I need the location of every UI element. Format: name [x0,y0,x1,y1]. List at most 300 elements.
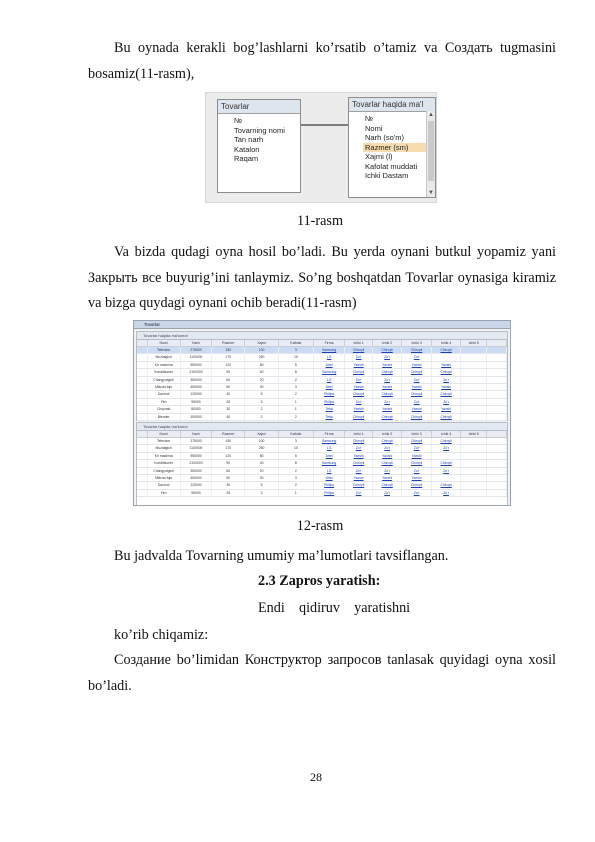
column-header[interactable] [137,340,148,346]
table-cell: 170 [212,354,245,360]
table-cell: LG [314,354,345,360]
table-cell: 80000 [181,406,212,412]
table-cell [461,377,487,383]
column-header[interactable] [487,431,507,437]
table-cell: 120000 [181,482,212,488]
table-cell [137,453,148,459]
column-header-row [137,431,507,438]
table-cell: Chiroyli [402,347,431,353]
table-cell: Samsung [314,347,345,353]
table-cell: 30 [212,406,245,412]
table-cell [137,475,148,481]
page-number: 28 [310,770,322,784]
table-cell: Chiroyli [432,369,461,375]
table-cell: Yaxshi [345,406,373,412]
table-cell: Zo'r [432,490,461,496]
table-cell [461,453,487,459]
table-cell: 2100000 [181,460,212,466]
scroll-down-icon[interactable]: ▼ [428,190,434,196]
table-cell: Yaxshi [432,406,461,412]
table-row[interactable] [137,406,507,413]
field-item[interactable]: Tovarning nomi [234,125,285,135]
column-header-row [137,340,507,347]
tovarlar-haqida-table-box[interactable] [348,97,436,198]
table-cell: Muzlatgich [148,445,181,451]
table-cell: 20 [245,377,278,383]
table-cell: Chiroyli [373,369,402,375]
column-header[interactable] [487,340,507,346]
table-cell: Chiroyli [402,369,431,375]
table-cell: Changyutgich [148,377,181,383]
table-cell: Muzlatgich [148,354,181,360]
table-row[interactable] [137,362,507,369]
table-cell: Zo'r [373,445,402,451]
table-cell: 2 [279,468,314,474]
line-endi: Endi qidiruv yaratishni [258,600,411,616]
table-cell: 3 [279,438,314,444]
table-cell: 950000 [181,453,212,459]
table-cell [487,362,507,368]
table-cell: Chiroyli [402,438,431,444]
table-cell: Zo'r [402,377,431,383]
table-cell: Chiroyli [373,460,402,466]
field-item[interactable]: Kafolat muddati [365,161,418,171]
table-cell [461,482,487,488]
column-header[interactable]: Nomi [148,431,181,437]
field-item[interactable]: Raqam [234,154,259,163]
column-header[interactable]: Ichki 2 [373,431,402,437]
table-cell: Zo'r [345,468,373,474]
column-header[interactable]: Nomi [148,340,181,346]
table-body [137,438,507,497]
table-cell: Zo'r [432,377,461,383]
table-cell: 450000 [181,384,212,390]
table-cell: 30 [245,384,278,390]
table-cell: 275000 [181,438,212,444]
table-cell: Yaxshi [432,362,461,368]
field-item[interactable]: Razmer (sm) [363,143,435,153]
column-header[interactable]: Ichki 3 [402,431,431,437]
table-cell: Chiroyli [432,482,461,488]
table-cell [487,354,507,360]
table-cell: Zo'r [373,354,402,360]
subtable-2 [136,422,508,506]
table-cell [487,414,507,420]
table-cell: 8 [279,460,314,466]
table-cell: 80 [245,362,278,368]
table-cell: Yaxshi [373,406,402,412]
table-cell: Artel [314,384,345,390]
table-cell: Yaxshi [402,475,431,481]
table-cell: Televizor [148,347,181,353]
table-cell: Zo'r [432,399,461,405]
table-cell: Zo'r [345,377,373,383]
table-cell: 90 [212,460,245,466]
table-cell: Zo'r [345,445,373,451]
table-row[interactable] [137,347,507,354]
table-cell [461,391,487,397]
column-header[interactable]: Xajmi [245,340,278,346]
table-cell: 40 [245,369,278,375]
table-cell [137,482,148,488]
table-cell [461,362,487,368]
table-cell: Chiroyli [345,460,373,466]
field-item[interactable]: № [365,114,374,123]
table-cell: 350000 [181,468,212,474]
table-cell: Chiroyli [373,347,402,353]
table-cell: 80 [245,453,278,459]
table-cell: 60 [212,468,245,474]
table-cell: 1 [279,490,314,496]
table-cell: Chiroyli [345,482,373,488]
table-cell: Yaxshi [345,453,373,459]
table-cell [461,399,487,405]
table-cell: Chiroyli [432,460,461,466]
table-cell [461,369,487,375]
table-cell: Chiroyli [373,482,402,488]
table-cell [487,369,507,375]
column-header[interactable]: Ichki 1 [345,340,373,346]
field-item[interactable]: Tan narh [234,135,264,144]
table-cell: Chiroyli [345,347,373,353]
table-row[interactable] [137,391,507,398]
table-cell: 40 [245,460,278,466]
table-cell [137,460,148,466]
table-cell: 10 [279,354,314,360]
table-cell [487,384,507,390]
table-cell: 2 [279,391,314,397]
table-row[interactable] [137,445,507,452]
table-cell: 95000 [181,490,212,496]
table-cell: Fen [148,399,181,405]
field-item[interactable]: № [234,116,243,125]
table-cell: 20 [245,468,278,474]
table-cell: Yaxshi [402,362,431,368]
table-cell: Chiroyli [373,391,402,397]
table-cell [461,460,487,466]
table-cell: LG [314,445,345,451]
field-item[interactable]: Ichki Dastam [365,171,409,180]
table-cell [432,354,461,360]
column-header[interactable]: Razmer [212,340,245,346]
table-cell: 100 [245,438,278,444]
table-cell: Artel [314,453,345,459]
table-cell: Artel [314,475,345,481]
scroll-thumb[interactable] [428,121,434,181]
table-cell: 120 [212,362,245,368]
column-header[interactable]: Ichki 4 [432,340,461,346]
table-cell: Yaxshi [373,362,402,368]
table-cell: Artel [314,362,345,368]
paragraph-4: Создание bo’limidan Конструктор запросов tanlasak quyidagi oyna xosil bo’ladi. [88,652,556,694]
table-cell: 25 [212,490,245,496]
scroll-up-icon[interactable]: ▲ [428,112,434,118]
paragraph-3: Bu jadvalda Tovarning umumiy ma’lumotlari tavsiflangan. [114,548,449,564]
table-cell [487,445,507,451]
table-cell [137,377,148,383]
field-item[interactable]: Narh (so'm) [365,133,404,142]
table-cell: 350000 [181,377,212,383]
table-cell: Blender [148,414,181,420]
table-cell [137,354,148,360]
section-heading: 2.3 Zapros yaratish: [258,573,381,589]
field-item[interactable]: Katalon [234,144,260,154]
table-row[interactable] [137,354,507,361]
window-title: Tovarlar [134,321,510,329]
table-cell: Chiroyli [432,347,461,353]
table-cell [487,468,507,474]
field-item[interactable]: Xajmi (l) [365,152,393,161]
column-header[interactable]: Razmer [212,431,245,437]
table-cell: Yaxshi [345,362,373,368]
table-cell [487,347,507,353]
table-cell: LG [314,468,345,474]
table-cell [461,438,487,444]
table-cell: 250 [245,354,278,360]
table-cell: Zo'r [402,399,431,405]
table-cell: Chiroyli [402,414,431,420]
table-cell [487,482,507,488]
table-cell [461,475,487,481]
subtable-title: Tovarlar haqida ma'lumot [137,332,507,340]
table-cell [432,475,461,481]
table-cell: Chiroyli [402,460,431,466]
table-cell: Zo'r [373,490,402,496]
table-cell: 50 [212,384,245,390]
table-cell: 3 [279,475,314,481]
table-cell [137,362,148,368]
table-cell: 2 [279,377,314,383]
table-cell [137,445,148,451]
table-cell: Philips [314,482,345,488]
table-cell: Chiroyli [373,414,402,420]
table-cell: Chiroyli [345,414,373,420]
table-cell: 10 [279,445,314,451]
table-cell [487,406,507,412]
column-header[interactable] [137,431,148,437]
table-row[interactable] [137,475,507,482]
table-cell: Zo'r [373,399,402,405]
table-cell: 95000 [181,399,212,405]
table-cell: Chiroyli [432,438,461,444]
table-row[interactable] [137,369,507,376]
table-cell: Yaxshi [345,475,373,481]
table-cell: Zo'r [402,354,431,360]
table-cell: Philips [314,391,345,397]
table-cell: 5 [245,391,278,397]
table-cell: Samsung [314,438,345,444]
table-cell [487,377,507,383]
paragraph-2: Va bizda qudagi oyna hosil bo’ladi. Bu yerda oynani butkul yopamiz yani Закрыть все buyurig’ini tanlaymiz. So’ng boshqatdan Tovarlar oynasiga kiramiz va bizga quydagi oynani ochib beradi(11-rasm) [88,244,556,311]
column-header[interactable]: Ichki 2 [373,340,402,346]
table-title: Tovarlar [218,100,300,114]
table-cell: Chiroyli [432,391,461,397]
table-cell: 100 [245,347,278,353]
table-row[interactable] [137,414,507,421]
table-cell [487,475,507,481]
column-header[interactable]: Ichki 1 [345,431,373,437]
table-cell [461,445,487,451]
table-cell: Mikroto'lqin [148,384,181,390]
table-cell: 120000 [181,391,212,397]
table-cell [461,490,487,496]
table-cell: 450000 [181,475,212,481]
table-cell: LG [314,377,345,383]
table-cell [137,406,148,412]
column-header[interactable]: Firma [314,431,345,437]
table-row[interactable] [137,460,507,467]
figure-11-relationship-diagram [205,92,437,203]
table-cell: 5 [279,453,314,459]
table-cell: Zo'r [402,445,431,451]
table-row[interactable] [137,384,507,391]
table-cell [137,384,148,390]
column-header[interactable]: Narh [181,340,212,346]
table-cell: 950000 [181,362,212,368]
table-row[interactable] [137,399,507,406]
table-cell: 2 [279,482,314,488]
table-cell: Chiroyli [345,391,373,397]
table-cell: Philips [314,399,345,405]
table-cell: 3 [279,347,314,353]
table-cell [137,369,148,375]
table-cell [461,468,487,474]
table-row[interactable] [137,482,507,489]
table-cell: Yaxshi [373,384,402,390]
table-cell: Yaxshi [373,453,402,459]
table-cell: 30 [245,475,278,481]
column-header[interactable]: Ichki 5 [461,340,487,346]
table-cell [487,399,507,405]
table-cell [487,391,507,397]
table-cell: 2 [279,414,314,420]
table-cell: 3 [245,399,278,405]
table-cell: 3 [245,490,278,496]
column-header[interactable]: Ichki 3 [402,340,431,346]
table-cell: Kir mashina [148,453,181,459]
table-cell [461,354,487,360]
table-cell: Samsung [314,460,345,466]
table-cell [487,490,507,496]
column-header[interactable]: Xajmi [245,431,278,437]
paragraph-1: Bu oynada kerakli bog’lashlarni ko’rsatib o’tamiz va Создать tugmasini bosamiz(11-rasm), [88,40,556,82]
column-header[interactable]: Kafolat [279,431,314,437]
table-cell: Zo'r [432,468,461,474]
subtable-1 [136,331,508,421]
table-cell: 2 [245,406,278,412]
table-cell: 275000 [181,347,212,353]
table-cell: Tefal [314,406,345,412]
table-cell: Konditsioner [148,460,181,466]
table-cell: Konditsioner [148,369,181,375]
table-cell [137,391,148,397]
table-cell [137,468,148,474]
table-cell: 120 [212,453,245,459]
table-cell: Chiroyli [345,369,373,375]
table-cell: 30 [212,391,245,397]
column-header[interactable]: Ichki 4 [432,431,461,437]
table-cell: Kir mashina [148,362,181,368]
table-cell: Zo'r [373,468,402,474]
table-cell [487,460,507,466]
table-row[interactable] [137,438,507,445]
table-row[interactable] [137,453,507,460]
table-cell [461,414,487,420]
table-cell: 1 [279,399,314,405]
figure-11-caption: 11-rasm [297,213,343,229]
table-cell: 2 [245,414,278,420]
subtable-title: Tovarlar haqida ma'lumot [137,423,507,431]
table-cell: 50 [212,475,245,481]
table-cell [487,453,507,459]
table-cell: 2100000 [181,369,212,375]
table-cell [461,406,487,412]
table-cell [461,347,487,353]
table-cell [137,414,148,420]
table-cell: 150000 [181,414,212,420]
column-header[interactable]: Kafolat [279,340,314,346]
column-header[interactable]: Firma [314,340,345,346]
table-cell [487,438,507,444]
table-cell [137,399,148,405]
table-cell: 5 [245,482,278,488]
table-cell: 40 [212,414,245,420]
table-cell: Chiroyli [345,438,373,444]
table-cell [137,490,148,496]
table-cell: 90 [212,369,245,375]
table-cell: Zo'r [402,468,431,474]
field-list [349,112,435,181]
table-cell: Dazmol [148,391,181,397]
table-cell: Chiroyli [402,482,431,488]
column-header[interactable]: Narh [181,431,212,437]
table-cell: Chiroyli [402,391,431,397]
table-title: Tovarlar haqida ma'l [349,98,435,112]
table-cell: 1100000 [181,445,212,451]
table-cell: Tefal [314,414,345,420]
table-cell: Yaxshi [402,453,431,459]
table-cell [432,453,461,459]
table-row[interactable] [137,377,507,384]
table-cell: Chiroyli [373,438,402,444]
table-cell: Yaxshi [402,406,431,412]
table-cell: 1 [279,406,314,412]
table-row[interactable] [137,490,507,497]
table-cell [137,438,148,444]
table-cell: 8 [279,369,314,375]
table-cell: Fen [148,490,181,496]
table-cell: Zo'r [432,445,461,451]
table-cell: 5 [279,362,314,368]
table-cell: 170 [212,445,245,451]
field-item[interactable]: Nomi [365,123,383,133]
table-row[interactable] [137,468,507,475]
table-cell: Zo'r [345,490,373,496]
table-cell: Changyutgich [148,468,181,474]
table-cell: Zo'r [345,399,373,405]
scrollbar[interactable] [426,111,435,197]
table-cell: Yaxshi [345,384,373,390]
table-cell: Chiroyli [432,414,461,420]
table-cell: 3 [279,384,314,390]
table-cell [137,347,148,353]
figure-12-table-window [133,320,511,506]
table-cell: Zo'r [402,490,431,496]
column-header[interactable]: Ichki 5 [461,431,487,437]
table-cell: Zo'r [373,377,402,383]
table-cell: 150 [212,438,245,444]
table-cell: 150 [212,347,245,353]
